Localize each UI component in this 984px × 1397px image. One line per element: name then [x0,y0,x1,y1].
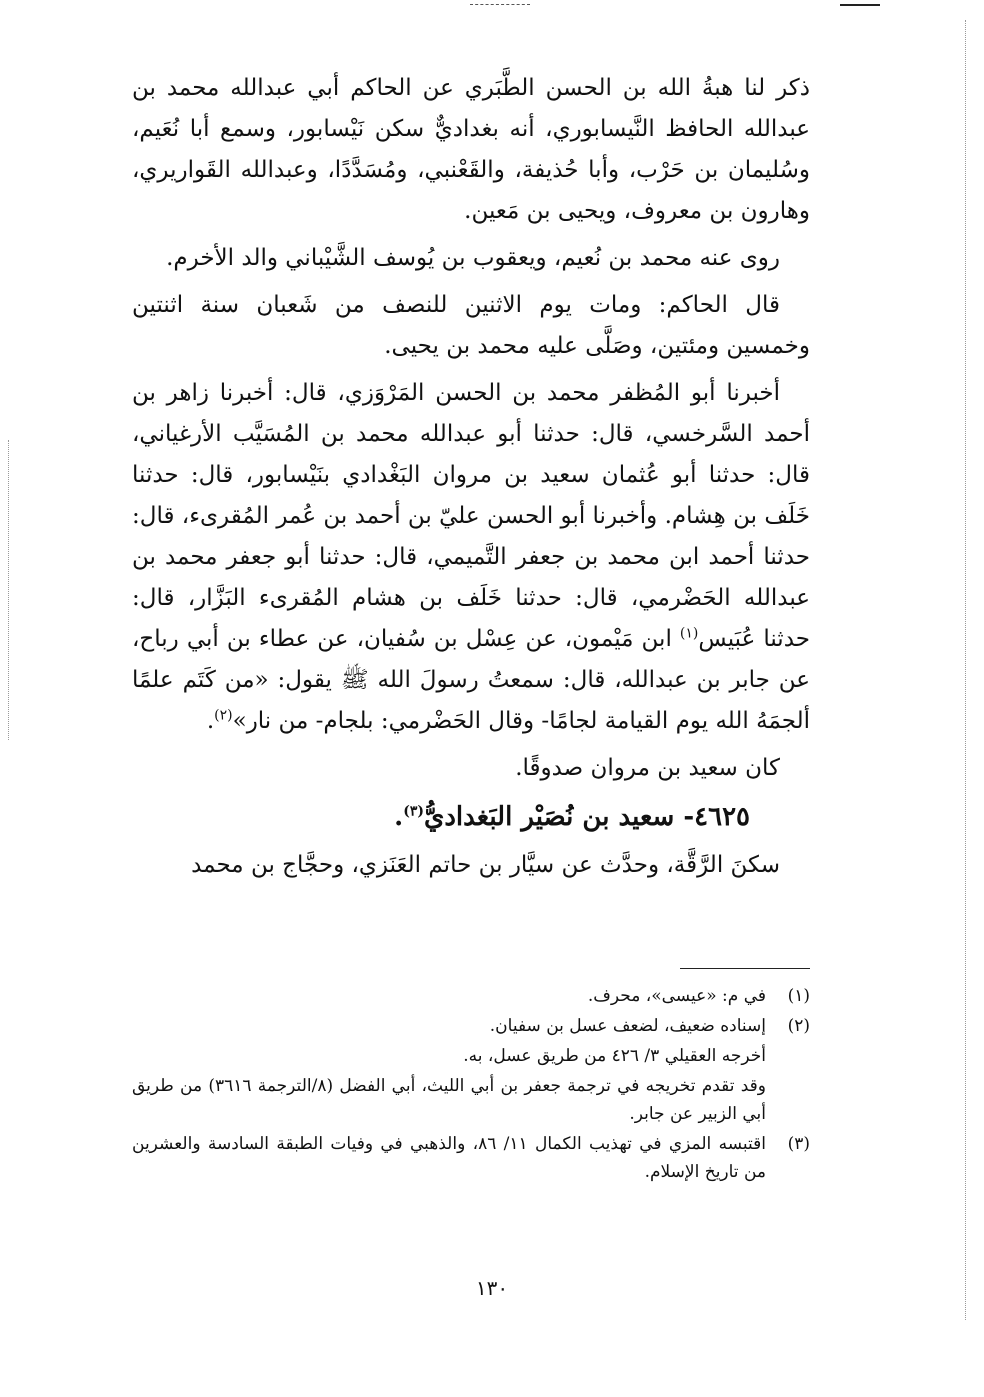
footnote-1 [132,982,810,1010]
closing-line: كان سعيد بن مروان صدوقًا. [515,755,780,781]
entry-title-end: . [394,802,404,832]
footnote-3 [132,1130,810,1186]
footnote-ref-2[interactable]: (٢) [214,707,233,724]
footnote-number: (١) [787,986,810,1006]
bio-paragraph-3: قال الحاكم: ومات يوم الاثنين للنصف من شَعبان سنة اثنتين وخمسين ومئتين، وصَلَّى عليه محمد بن يحيى. [132,292,810,359]
bio-paragraph-1: ذكر لنا هبةُ الله بن الحسن الطَّبَري عن الحاكم أبي عبدالله محمد بن عبدالله الحافظ النَّيسابوري، أنه بغداديٌّ سكن نَيْسابور، وسمع أبا نُعَيم، وسُليمان بن حَرْب، وأبا حُذيفة، والقَعْنبي، ومُسَدَّدًا، وعبدالله القَواريري، وهارون بن معروف، ويحيى بن مَعين. [132,75,810,224]
footnote-2-continuation-2: وقد تقدم تخريجه في ترجمة جعفر بن أبي الليث، أبي الفضل (٨/الترجمة ٣٦١٦) من طريق أبي الزبير عن جابر. [132,1076,766,1124]
footnote-2-continuation-1: أخرجه العقيلي ٣/ ٤٢٦ من طريق عسل، به. [463,1046,766,1066]
entry-text: سكنَ الرَّقَّة، وحدَّث عن سيَّار بن حاتم العَنَزي، وحجَّاج بن محمد [191,852,780,878]
scan-edge-right [965,20,966,1320]
footnote-number: (٢) [787,1016,810,1036]
entry-title: ٤٦٢٥- سعيد بن نُصَيْر البَغداديُّ [423,802,750,832]
scan-edge-left [8,440,9,740]
isnad-end: . [206,708,215,734]
footnote-ref-1[interactable]: (١) [679,625,699,642]
footnote-2 [132,1012,810,1040]
bio-paragraph-2: روى عنه محمد بن نُعيم، ويعقوب بن يُوسف الشَّيْباني والد الأخرم. [166,245,780,271]
page-number: ١٣٠ [475,1276,509,1300]
footnote-text: في م: «عيسى»، محرف. [587,986,766,1006]
footnotes [132,982,810,1188]
main-text [132,68,810,892]
isnad-rest: ابن مَيْمون، عن عِسْل بن سُفيان، عن عطاء بن أبي رباح، عن جابر بن عبدالله، قال: سمعتُ رسولَ الله ﷺ يقول: «من كَتَم علمًا ألجمَهُ الله يوم القيامة لجامًا- وقال الحَضْرمي: بلجام- من نار» [132,626,810,734]
footnote-text: اقتبسه المزي في تهذيب الكمال ١١/ ٨٦، والذهبي في وفيات الطبقة السادسة والعشرين من تاريخ الإسلام. [132,1134,766,1182]
entry-heading [132,795,810,839]
isnad-paragraph [132,373,810,742]
footnote-divider [680,968,810,969]
footnote-ref-3[interactable]: (٣) [403,803,424,820]
isnad-main: أخبرنا أبو المُظفر محمد بن الحسن المَرْوَزي، قال: أخبرنا زاهر بن أحمد السَّرخسي، قال: حدثنا أبو عبدالله محمد بن المُسَيَّب الأرغياني، قال: حدثنا أبو عُثمان سعيد بن مروان البَغْدادي بنَيْسابور، قال: حدثنا خَلَف بن هِشام. وأخبرنا أبو الحسن عليّ بن أحمد بن عُمر المُقرىء، قال: حدثنا أحمد ابن محمد بن جعفر التَّميمي، قال: حدثنا أبو جعفر محمد بن عبدالله الحَضْرمي، قال: حدثنا خَلَف بن هشام المُقرىء البَزَّار، قال: حدثنا عُبَيس [132,380,810,652]
scan-mark-top-right [840,4,880,6]
footnote-text: إسناده ضعيف، لضعف عسل بن سفيان. [489,1016,766,1036]
footnote-number: (٣) [787,1134,810,1154]
scan-mark-top-center [470,4,530,5]
